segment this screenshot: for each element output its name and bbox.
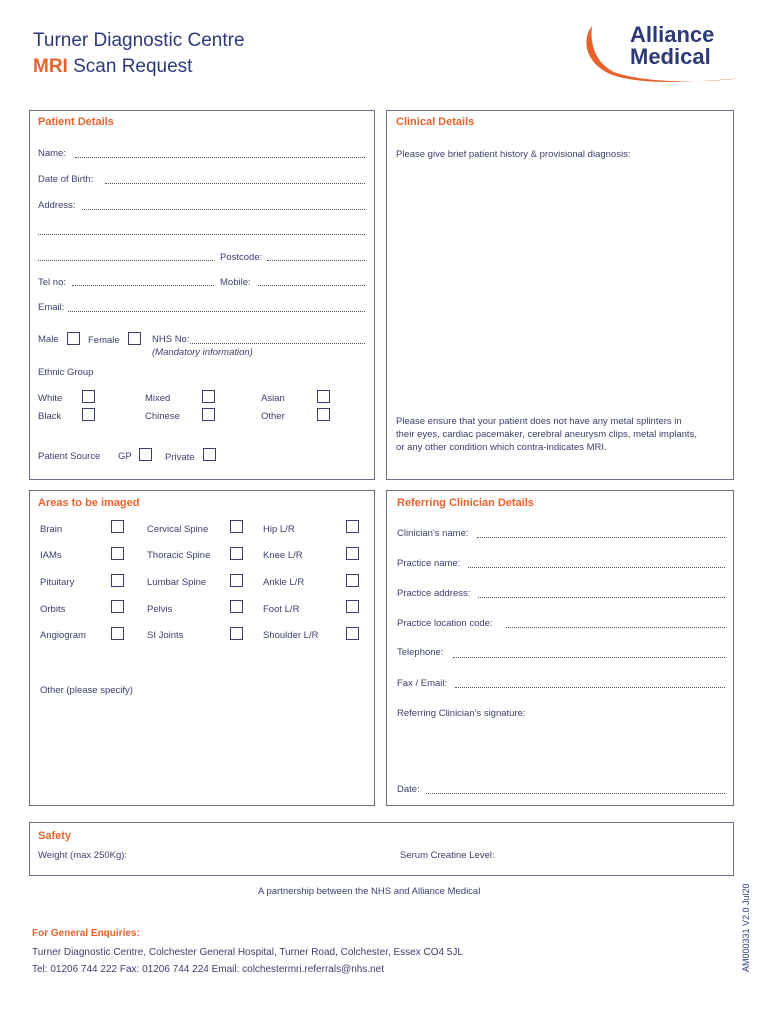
area-label: Pituitary bbox=[40, 577, 75, 588]
dob-label: Date of Birth: bbox=[38, 174, 94, 185]
email-field[interactable] bbox=[68, 311, 365, 312]
other-ethnic-checkbox[interactable] bbox=[317, 408, 330, 421]
practice-name-label: Practice name: bbox=[397, 558, 461, 569]
area-label: Pelvis bbox=[147, 604, 173, 615]
fax-email-label: Fax / Email: bbox=[397, 678, 448, 689]
centre-address: Turner Diagnostic Centre, Colchester General Hospital, Turner Road, Colchester, Essex CO4 5JL bbox=[32, 947, 463, 958]
male-checkbox[interactable] bbox=[67, 332, 80, 345]
address-field-line1[interactable] bbox=[82, 209, 365, 210]
metal-warning-line2: their eyes, cardiac pacemaker, cerebral aneurysm clips, metal implants, bbox=[396, 429, 697, 440]
area-label: Angiogram bbox=[40, 630, 86, 641]
tel-label: Tel no: bbox=[38, 277, 66, 288]
weight-label: Weight (max 250Kg): bbox=[38, 850, 128, 861]
area-label: IAMs bbox=[40, 550, 62, 561]
patient-source-label: Patient Source bbox=[38, 451, 101, 462]
pituitary-checkbox[interactable] bbox=[111, 574, 124, 587]
tel-field[interactable] bbox=[72, 285, 214, 286]
mobile-label: Mobile: bbox=[220, 277, 251, 288]
thoracic-spine-checkbox[interactable] bbox=[230, 547, 243, 560]
practice-address-label: Practice address: bbox=[397, 588, 471, 599]
page-subtitle bbox=[33, 56, 192, 78]
metal-warning-line3: or any other condition which contra-indicates MRI. bbox=[396, 442, 607, 453]
brain-checkbox[interactable] bbox=[111, 520, 124, 533]
weight-input[interactable] bbox=[140, 846, 360, 862]
si-joints-checkbox[interactable] bbox=[230, 627, 243, 640]
white-checkbox[interactable] bbox=[82, 390, 95, 403]
email-label: Email: bbox=[38, 302, 65, 313]
asian-label: Asian bbox=[261, 393, 285, 404]
mobile-field[interactable] bbox=[258, 285, 365, 286]
practice-name-field[interactable] bbox=[468, 567, 725, 568]
postcode-label: Postcode: bbox=[220, 252, 263, 263]
area-label: Lumbar Spine bbox=[147, 577, 207, 588]
subtitle-rest: Scan Request bbox=[67, 56, 193, 77]
alliance-medical-logo bbox=[580, 22, 742, 84]
practice-location-field[interactable] bbox=[506, 627, 725, 628]
area-label: Hip L/R bbox=[263, 524, 295, 535]
black-label: Black bbox=[38, 411, 62, 422]
nhs-field[interactable] bbox=[190, 343, 365, 344]
telephone-label: Telephone: bbox=[397, 647, 444, 658]
gp-checkbox[interactable] bbox=[139, 448, 152, 461]
female-checkbox[interactable] bbox=[128, 332, 141, 345]
clinician-name-field[interactable] bbox=[477, 537, 725, 538]
black-checkbox[interactable] bbox=[82, 408, 95, 421]
patient-details-heading: Patient Details bbox=[38, 116, 114, 128]
iams-checkbox[interactable] bbox=[111, 547, 124, 560]
telephone-field[interactable] bbox=[453, 657, 725, 658]
dob-field[interactable] bbox=[105, 183, 365, 184]
practice-address-field[interactable] bbox=[478, 597, 725, 598]
address-field-line3[interactable] bbox=[38, 260, 213, 261]
area-label: Cervical Spine bbox=[147, 524, 209, 535]
patient-details-section bbox=[29, 110, 375, 480]
cervical-spine-checkbox[interactable] bbox=[230, 520, 243, 533]
clinical-details-heading: Clinical Details bbox=[396, 116, 475, 128]
area-label: Orbits bbox=[40, 604, 66, 615]
page-title: Turner Diagnostic Centre bbox=[33, 30, 245, 51]
address-label: Address: bbox=[38, 200, 76, 211]
shoulder-checkbox[interactable] bbox=[346, 627, 359, 640]
clinical-history-prompt: Please give brief patient history & provisional diagnosis: bbox=[396, 149, 631, 160]
name-label: Name: bbox=[38, 148, 66, 159]
mandatory-note: (Mandatory information) bbox=[152, 347, 253, 358]
address-field-line2[interactable] bbox=[38, 234, 365, 235]
serum-creatine-input[interactable] bbox=[505, 846, 720, 862]
female-label: Female bbox=[88, 335, 120, 346]
white-label: White bbox=[38, 393, 63, 404]
ethnic-group-label: Ethnic Group bbox=[38, 367, 94, 378]
logo-text-line2: Medical bbox=[630, 44, 711, 69]
foot-checkbox[interactable] bbox=[346, 600, 359, 613]
signature-label: Referring Clinician's signature: bbox=[397, 708, 526, 719]
orbits-checkbox[interactable] bbox=[111, 600, 124, 613]
area-label: SI Joints bbox=[147, 630, 184, 641]
mixed-checkbox[interactable] bbox=[202, 390, 215, 403]
practice-location-label: Practice location code: bbox=[397, 618, 493, 629]
serum-creatine-label: Serum Creatine Level: bbox=[400, 850, 495, 861]
area-label: Knee L/R bbox=[263, 550, 303, 561]
signature-area[interactable] bbox=[396, 722, 724, 777]
other-ethnic-label: Other bbox=[261, 411, 285, 422]
mixed-label: Mixed bbox=[145, 393, 171, 404]
name-field[interactable] bbox=[75, 157, 365, 158]
general-enquiries-heading: For General Enquiries: bbox=[32, 928, 140, 939]
hip-checkbox[interactable] bbox=[346, 520, 359, 533]
areas-heading: Areas to be imaged bbox=[38, 497, 140, 509]
area-label: Thoracic Spine bbox=[147, 550, 211, 561]
subtitle-bold: MRI bbox=[33, 56, 68, 77]
asian-checkbox[interactable] bbox=[317, 390, 330, 403]
postcode-field[interactable] bbox=[267, 260, 365, 261]
clinical-history-textarea[interactable] bbox=[394, 166, 724, 406]
metal-warning-line1: Please ensure that your patient does not have any metal splinters in bbox=[396, 416, 682, 427]
other-specify-textarea[interactable] bbox=[38, 700, 363, 796]
chinese-checkbox[interactable] bbox=[202, 408, 215, 421]
gp-label: GP bbox=[118, 451, 132, 462]
private-label: Private bbox=[165, 452, 195, 463]
angiogram-checkbox[interactable] bbox=[111, 627, 124, 640]
area-label: Shoulder L/R bbox=[263, 630, 319, 641]
chinese-label: Chinese bbox=[145, 411, 180, 422]
area-label: Ankle L/R bbox=[263, 577, 305, 588]
date-field[interactable] bbox=[426, 793, 725, 794]
area-label: Brain bbox=[40, 524, 63, 535]
logo-text-line1: Alliance bbox=[630, 22, 715, 47]
pelvis-checkbox[interactable] bbox=[230, 600, 243, 613]
ankle-checkbox[interactable] bbox=[346, 574, 359, 587]
safety-heading: Safety bbox=[38, 830, 72, 842]
male-label: Male bbox=[38, 334, 59, 345]
fax-email-field[interactable] bbox=[455, 687, 725, 688]
partnership-text: A partnership between the NHS and Alliance Medical bbox=[258, 886, 481, 897]
document-code: AM000331 V2.0 Jul20 bbox=[741, 883, 751, 972]
nhs-label: NHS No: bbox=[152, 334, 190, 345]
date-label: Date: bbox=[397, 784, 420, 795]
referring-heading: Referring Clinician Details bbox=[397, 497, 534, 509]
other-specify-label: Other (please specify) bbox=[40, 685, 133, 696]
clinician-name-label: Clinician's name: bbox=[397, 528, 469, 539]
private-checkbox[interactable] bbox=[203, 448, 216, 461]
knee-checkbox[interactable] bbox=[346, 547, 359, 560]
contact-details: Tel: 01206 744 222 Fax: 01206 744 224 Email: colchestermri.referrals@nhs.net bbox=[32, 964, 385, 975]
lumbar-spine-checkbox[interactable] bbox=[230, 574, 243, 587]
area-label: Foot L/R bbox=[263, 604, 300, 615]
